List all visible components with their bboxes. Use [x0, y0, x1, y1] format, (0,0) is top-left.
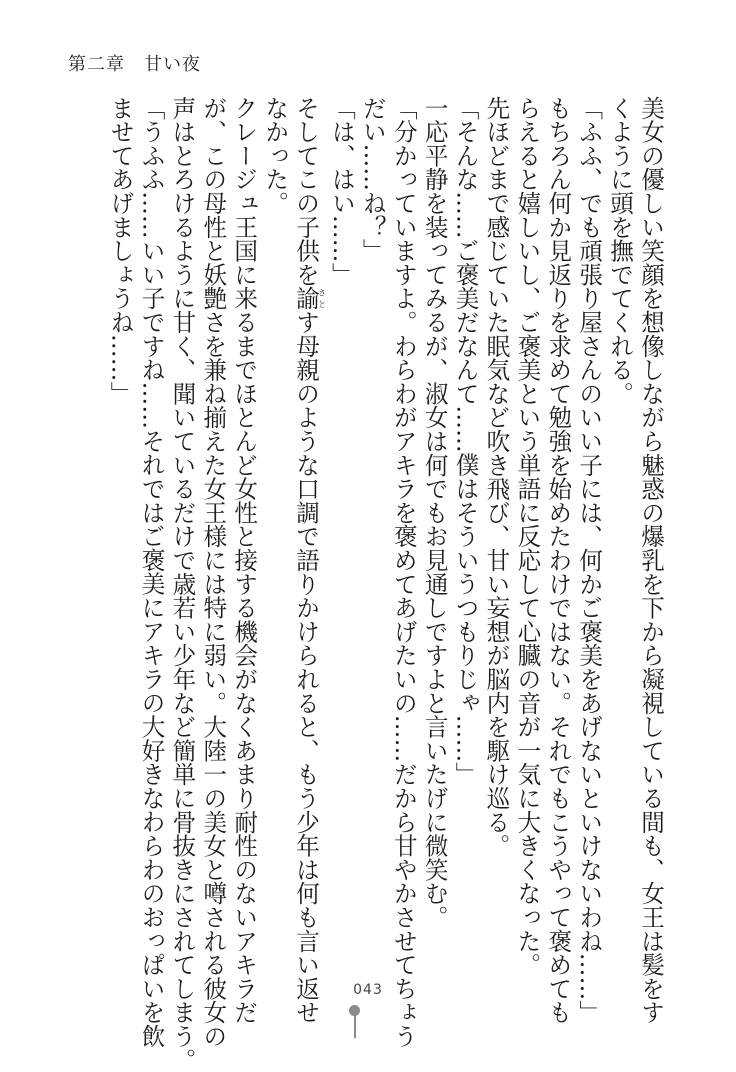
text-column: クレージュ王国に来るまでほとんど女性と接する機会がなくあまり耐性のないアキラだ	[230, 96, 259, 1025]
text-column: もちろん何か見返りを求めて勉強を始めたわけではない。それでもこうやって褒めても	[544, 96, 573, 1025]
ruby-base: 諭	[292, 286, 321, 311]
text-column: が、この母性と妖艶さを兼ね揃えた女王様には特に弱い。大陸一の美女と噂される彼女の	[199, 96, 228, 1048]
text-column: だい……ね？」	[358, 96, 387, 263]
text-column: 声はとろけるように甘く、聞いているだけで歳若い少年など簡単に骨抜きにされてしまう。	[168, 96, 197, 1072]
text-column: なかった。	[261, 96, 290, 215]
text-column: らえると嬉しいし、ご褒美という単語に反応して心臓の音が一気に大きくなった。	[513, 96, 542, 977]
ruby-word	[292, 286, 327, 311]
text-column-with-ruby	[290, 96, 327, 1025]
text-column: 「分かっていますよ。わらわがアキラを褒めてあげたいの……だから甘やかさせてちょう	[389, 96, 418, 1048]
text-column: くように頭を撫でてくれる。	[606, 96, 635, 406]
text-column: ませてあげましょうね……」	[106, 96, 135, 406]
ruby-reading: さと	[317, 286, 327, 311]
text-segment: す母親のような口調で語りかけられると、もう少年は何も言い返せ	[292, 310, 321, 1025]
text-column: 「ふふ、でも頑張り屋さんのいい子には、何かご褒美をあげないといけないわね……」	[575, 96, 604, 1025]
text-column: 一応平静を装ってみるが、淑女は何でもお見通しですよと言いたげに微笑む。	[420, 96, 449, 929]
text-column: 「は、はい……」	[327, 96, 356, 287]
text-column: 先ほどまで感じていた眠気など吹き飛び、甘い妄想が脳内を駆け巡る。	[482, 96, 511, 858]
page-number: 043	[353, 982, 383, 998]
chapter-header: 第二章 甘い夜	[68, 54, 201, 75]
text-column: 「そんな……ご褒美だなんて……僕はそういうつもりじゃ……」	[451, 96, 480, 787]
text-segment: そしてこの子供を	[292, 96, 321, 287]
text-column: 「うふふ……いい子ですね……それではご褒美にアキラの大好きなわらわのおっぱいを飲	[137, 96, 166, 1048]
text-column: 美女の優しい笑顔を想像しながら魅惑の爆乳を下から凝視している間も、女王は髪をす	[637, 96, 665, 1025]
page-marker-dot-icon	[349, 1005, 360, 1016]
